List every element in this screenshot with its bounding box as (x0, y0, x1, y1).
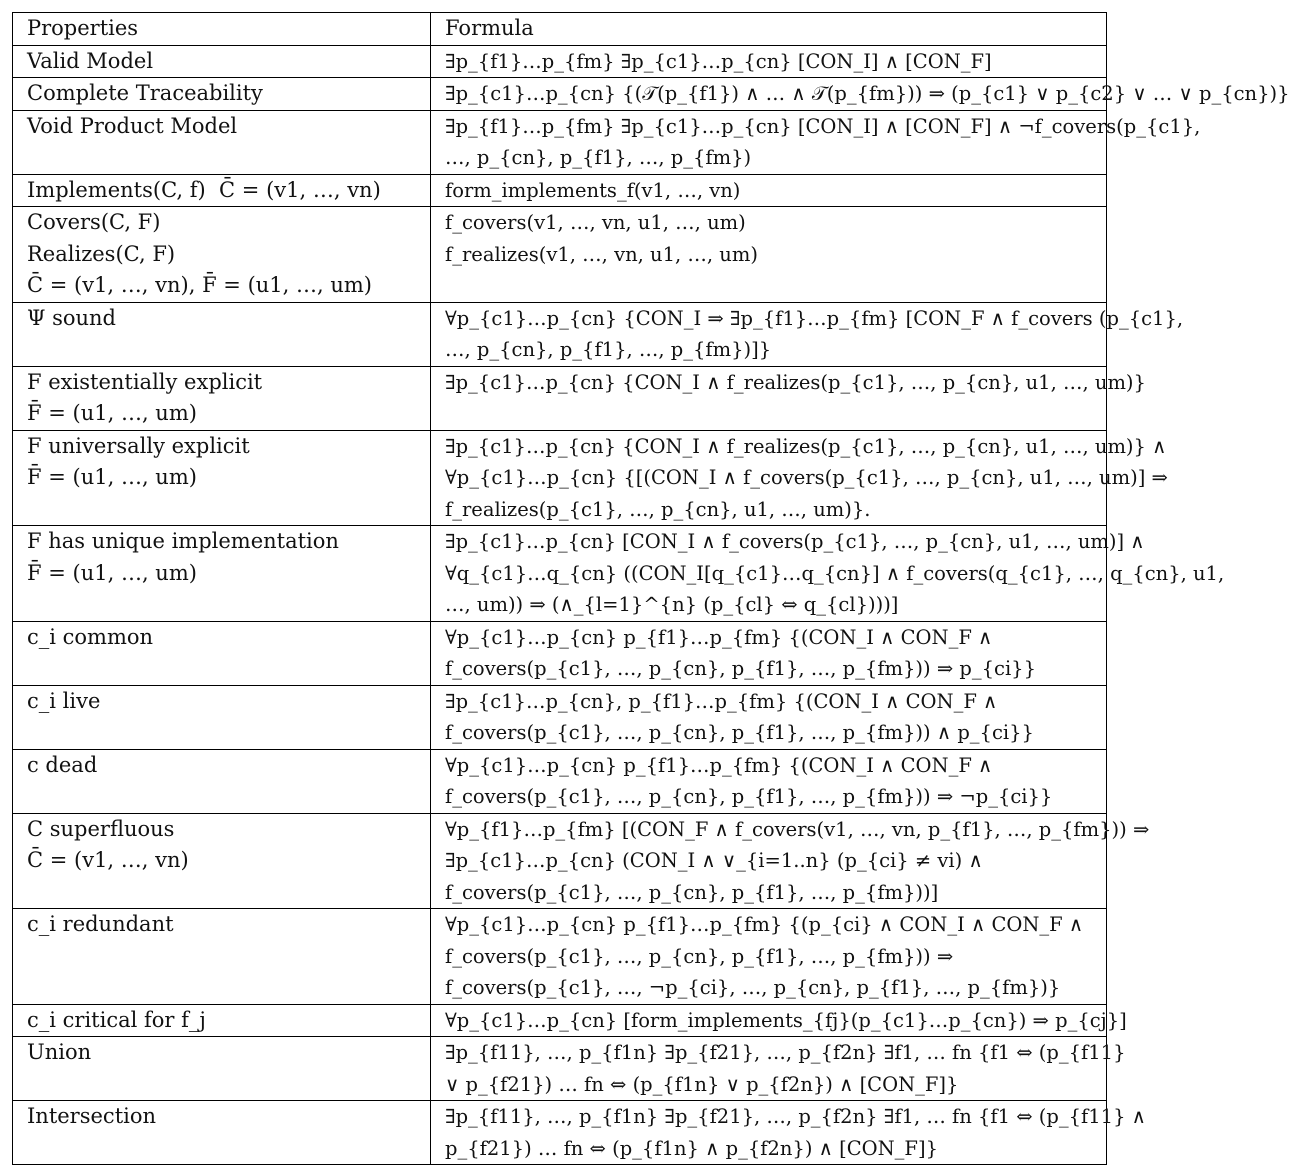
formula-line: ∃p_{c1}…p_{cn} {CON_I ∧ f_realizes(p_{c1}, …, p_{cn}, u1, …, um)} ∧ (445, 434, 1167, 458)
formula-line: f_covers(p_{c1}, …, p_{cn}, p_{f1}, …, p_{fm}))] (445, 880, 939, 904)
table-row (13, 621, 1107, 685)
formula-cell (431, 45, 1107, 78)
formula-cell (431, 621, 1107, 685)
table-row (13, 1004, 1107, 1037)
formula-cell (431, 110, 1201, 174)
property-line: Valid Model (27, 48, 154, 73)
property-line: Void Product Model (27, 113, 238, 138)
formula-line: f_covers(v1, …, vn, u1, …, um) (445, 211, 746, 234)
formula-cell (431, 366, 1146, 430)
formula-line: ∀p_{f1}…p_{fm} [(CON_F ∧ f_covers(v1, …, vn, p_{f1}, …, p_{fm})) ⇒ (445, 817, 1150, 841)
formula-line: ∀p_{c1}…p_{cn} p_{f1}…p_{fm} {(p_{ci} ∧ CON_I ∧ CON_F ∧ (445, 913, 1084, 936)
table-row (13, 430, 1107, 526)
formula-line: ∨ p_{f21}) … fn ⇔ (p_{f1n} ∨ p_{f2n}) ∧ [CON_F]} (445, 1072, 959, 1096)
property-line: Realizes(C, F) (27, 241, 176, 266)
formula-line: p_{f21}) … fn ⇔ (p_{f1n} ∧ p_{f2n}) ∧ [CON_F]} (445, 1136, 938, 1160)
formula-line: ∀p_{c1}…p_{cn} p_{f1}…p_{fm} {(CON_I ∧ CON_F ∧ (445, 753, 993, 777)
formula-line: …, p_{cn}, p_{f1}, …, p_{fm}) (445, 146, 752, 169)
table-row (13, 207, 1107, 303)
formula-cell (431, 207, 1107, 303)
formula-line: ∃p_{f1}…p_{fm} ∃p_{c1}…p_{cn} [CON_I] ∧ [CON_F] (445, 49, 992, 73)
formula-cell (431, 813, 1150, 909)
formula-line: f_realizes(v1, …, vn, u1, …, um) (445, 242, 758, 266)
property-cell (13, 45, 431, 78)
formula-cell (431, 302, 1184, 366)
property-line: Implements(C, f) C̄ = (v1, …, vn) (27, 177, 381, 202)
table-row (13, 302, 1107, 366)
property-cell (13, 685, 431, 749)
property-line: c_i common (27, 624, 154, 649)
property-line: F̄ = (u1, …, um) (27, 560, 197, 585)
property-line: C̄ = (v1, …, vn) (27, 848, 189, 872)
property-cell (13, 430, 431, 526)
formula-line: ∃p_{c1}…p_{cn} (CON_I ∧ ∨_{i=1..n} (p_{ci} ≠ vi) ∧ (445, 849, 983, 872)
formula-cell (431, 174, 1107, 207)
table-row (13, 749, 1107, 813)
formula-line: …, um)) ⇒ (∧_{l=1}^{n} (p_{cl} ⇔ q_{cl})))] (445, 593, 899, 616)
formula-line: ∃p_{c1}…p_{cn} {CON_I ∧ f_realizes(p_{c1}, …, p_{cn}, u1, …, um)} (445, 370, 1146, 394)
formula-line: f_covers(p_{c1}, …, ¬p_{ci}, …, p_{cn}, p_{f1}, …, p_{fm})} (445, 976, 1061, 999)
table-body (13, 13, 1290, 1165)
formula-cell (431, 78, 1290, 111)
property-cell (13, 621, 431, 685)
formula-line: ∀p_{c1}…p_{cn} [form_implements_{fj}(p_{c1}…p_{cn}) ⇒ p_{cj}] (445, 1008, 1127, 1032)
formula-line: ∀q_{c1}…q_{cn} ((CON_I[q_{c1}…q_{cn}] ∧ f_covers(q_{c1}, …, q_{cn}, u1, (445, 561, 1225, 585)
property-line: c dead (27, 752, 98, 777)
property-line: Ψ sound (27, 305, 117, 330)
table-row (13, 45, 1107, 78)
formula-line: f_covers(p_{c1}, …, p_{cn}, p_{f1}, …, p_{fm})) ⇒ p_{ci}} (445, 657, 1036, 680)
table-row (13, 813, 1107, 909)
formula-cell (431, 1004, 1127, 1037)
formula-cell (431, 685, 1107, 749)
formula-line: …, p_{cn}, p_{f1}, …, p_{fm})]} (445, 338, 772, 361)
property-line: Complete Traceability (27, 81, 263, 105)
table-row (13, 526, 1107, 622)
formula-line: form_implements_f(v1, …, vn) (445, 178, 741, 202)
formula-line: ∀p_{c1}…p_{cn} p_{f1}…p_{fm} {(CON_I ∧ CON_F ∧ (445, 625, 993, 649)
property-cell (13, 366, 431, 430)
table-row (13, 685, 1107, 749)
header-properties: Properties (13, 13, 431, 46)
property-line: c_i redundant (27, 912, 174, 936)
property-line: C superfluous (27, 816, 175, 841)
formula-line: ∀p_{c1}…p_{cn} {CON_I ⇒ ∃p_{f1}…p_{fm} [CON_F ∧ f_covers (p_{c1}, (445, 306, 1184, 330)
table-row (13, 110, 1107, 174)
property-line: C̄ = (v1, …, vn), F̄ = (u1, …, um) (27, 273, 372, 297)
property-cell (13, 1101, 431, 1165)
property-line: Intersection (27, 1104, 157, 1128)
property-cell (13, 909, 431, 1005)
property-cell (13, 749, 431, 813)
table-row (13, 1101, 1107, 1165)
formula-line: f_realizes(p_{c1}, …, p_{cn}, u1, …, um)}. (445, 497, 871, 521)
table-row (13, 1037, 1107, 1101)
formula-line: ∃p_{f11}, …, p_{f1n} ∃p_{f21}, …, p_{f2n} ∃f1, … fn {f1 ⇔ (p_{f11} ∧ (445, 1105, 1146, 1128)
property-cell (13, 174, 431, 207)
property-cell (13, 526, 431, 622)
header-formula: Formula (431, 13, 1107, 46)
formula-line: ∃p_{c1}…p_{cn} [CON_I ∧ f_covers(p_{c1}, …, p_{cn}, u1, …, um)] ∧ (445, 530, 1145, 553)
formula-line: ∀p_{c1}…p_{cn} {[(CON_I ∧ f_covers(p_{c1}, …, p_{cn}, u1, …, um)] ⇒ (445, 466, 1168, 489)
formula-line: f_covers(p_{c1}, …, p_{cn}, p_{f1}, …, p_{fm})) ∧ p_{ci}} (445, 721, 1034, 744)
formula-cell (431, 1101, 1146, 1165)
property-line: F existentially explicit (27, 369, 263, 394)
formula-cell (431, 430, 1168, 526)
property-cell (13, 110, 431, 174)
formula-line: ∃p_{f1}…p_{fm} ∃p_{c1}…p_{cn} [CON_I] ∧ [CON_F] ∧ ¬f_covers(p_{c1}, (445, 114, 1201, 138)
property-line: F̄ = (u1, …, um) (27, 465, 197, 489)
property-cell (13, 1037, 431, 1101)
property-line: F has unique implementation (27, 529, 339, 553)
formula-line: f_covers(p_{c1}, …, p_{cn}, p_{f1}, …, p_{fm})) ⇒ ¬p_{ci}} (445, 785, 1053, 808)
formula-line: ∃p_{f11}, …, p_{f1n} ∃p_{f21}, …, p_{f2n} ∃f1, … fn {f1 ⇔ (p_{f11} (445, 1041, 1126, 1064)
property-cell (13, 207, 431, 303)
formula-cell (431, 1037, 1126, 1101)
formula-cell (431, 909, 1107, 1005)
property-line: F universally explicit (27, 433, 250, 458)
table-row (13, 78, 1107, 111)
table-row (13, 366, 1107, 430)
formula-cell (431, 526, 1225, 622)
table-row (13, 909, 1107, 1005)
properties-formula-table (12, 12, 1290, 1165)
table-header-row (13, 13, 1107, 46)
formula-line: f_covers(p_{c1}, …, p_{cn}, p_{f1}, …, p_{fm})) ⇒ (445, 944, 954, 968)
property-line: Union (27, 1040, 92, 1064)
property-line: c_i critical for f_j (27, 1007, 206, 1032)
table-row (13, 174, 1107, 207)
formula-cell (431, 749, 1107, 813)
property-line: F̄ = (u1, …, um) (27, 401, 197, 425)
property-line: Covers(C, F) (27, 210, 161, 234)
formula-line: ∃p_{c1}…p_{cn} {(𝒯(p_{f1}) ∧ … ∧ 𝒯(p_{fm})) ⇒ (p_{c1} ∨ p_{c2} ∨ … ∨ p_{cn})} (445, 82, 1290, 105)
property-cell (13, 302, 431, 366)
property-cell (13, 1004, 431, 1037)
property-cell (13, 813, 431, 909)
formula-line: ∃p_{c1}…p_{cn}, p_{f1}…p_{fm} {(CON_I ∧ CON_F ∧ (445, 689, 998, 713)
property-cell (13, 78, 431, 111)
property-line: c_i live (27, 688, 101, 713)
